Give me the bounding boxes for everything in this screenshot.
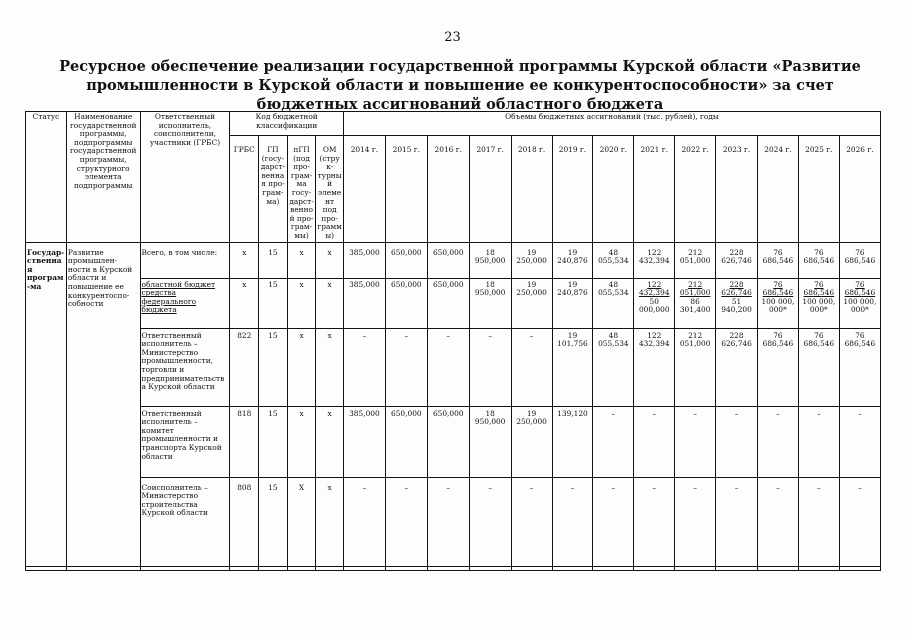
value-primary: 19 240,876 xyxy=(557,279,588,298)
header-row-1 xyxy=(26,112,881,136)
value-cell xyxy=(634,278,675,328)
value-cell: 76 686,546 xyxy=(758,328,799,406)
value-federal: 100 000, 000* xyxy=(761,296,795,315)
value-cell: – xyxy=(552,477,593,570)
value-primary: 76 686,546 xyxy=(803,279,835,298)
executor-cell: Соисполнитель – Министерство строительства Курской области xyxy=(140,477,230,570)
code-cell: х xyxy=(230,278,259,328)
value-cell: 385,000 xyxy=(343,242,385,278)
code-cell: х xyxy=(316,477,344,570)
code-cell: х xyxy=(316,242,344,278)
page-number: 23 xyxy=(444,30,461,45)
value-cell: 212 051,000 xyxy=(675,242,716,278)
table-row xyxy=(26,328,881,406)
header-year: 2017 г. xyxy=(469,136,511,243)
value-cell: 650,000 xyxy=(427,242,469,278)
value-cell: 76 686,546 xyxy=(839,242,880,278)
code-cell: Х xyxy=(287,477,316,570)
header-year: 2022 г. xyxy=(675,136,716,243)
header-name: Наименование государственной программы, подпрограммы государственной программы, структурного элемента подпрограммы xyxy=(66,112,140,243)
code-cell: 15 xyxy=(259,328,288,406)
code-cell: х xyxy=(316,406,344,477)
value-primary: 18 950,000 xyxy=(474,279,506,298)
value-cell: – xyxy=(634,477,675,570)
value-cell: 19 250,000 xyxy=(511,242,552,278)
header-year: 2018 г. xyxy=(511,136,552,243)
value-primary: 212 051,000 xyxy=(679,279,711,298)
value-cell: 650,000 xyxy=(385,406,427,477)
value-cell xyxy=(552,278,593,328)
header-year: 2014 г. xyxy=(343,136,385,243)
value-cell: – xyxy=(839,406,880,477)
value-cell: 76 686,546 xyxy=(839,328,880,406)
value-cell: 76 686,546 xyxy=(798,242,839,278)
value-cell: – xyxy=(511,477,552,570)
header-executor: Ответственный исполнитель, соисполнители, участники (ГРБС) xyxy=(140,112,230,243)
code-cell: х xyxy=(316,328,344,406)
value-cell: 76 686,546 xyxy=(798,328,839,406)
value-federal: 100 000, 000* xyxy=(802,296,836,315)
value-cell: – xyxy=(427,328,469,406)
budget-table xyxy=(25,111,881,571)
value-federal: 86 301,400 xyxy=(679,296,711,315)
value-cell xyxy=(716,278,758,328)
value-cell: – xyxy=(798,477,839,570)
value-cell xyxy=(469,278,511,328)
value-cell: – xyxy=(716,477,758,570)
value-primary: 650,000 xyxy=(432,279,464,289)
code-cell: 15 xyxy=(259,406,288,477)
executor-cell xyxy=(140,278,230,328)
value-cell xyxy=(511,278,552,328)
value-cell xyxy=(427,278,469,328)
value-primary: 76 686,546 xyxy=(762,279,794,298)
value-cell: – xyxy=(511,328,552,406)
value-federal: 51 940,200 xyxy=(721,296,752,315)
header-code-pgp: пГП (под про-грам-ма госу-дарст-венной про-грам-мы) xyxy=(287,136,316,243)
value-cell: – xyxy=(675,406,716,477)
header-year: 2020 г. xyxy=(593,136,634,243)
header-code-gp: ГП (госу-дарст-венная про-грам-ма) xyxy=(259,136,288,243)
value-cell xyxy=(385,278,427,328)
code-cell: х xyxy=(287,406,316,477)
value-cell: – xyxy=(634,406,675,477)
value-primary: 19 250,000 xyxy=(516,279,547,298)
value-cell: 228 626,746 xyxy=(716,328,758,406)
value-cell xyxy=(675,278,716,328)
code-cell: 818 xyxy=(230,406,259,477)
code-cell: 808 xyxy=(230,477,259,570)
value-cell: 650,000 xyxy=(385,242,427,278)
value-cell: – xyxy=(593,477,634,570)
value-cell xyxy=(839,278,880,328)
value-cell: – xyxy=(385,328,427,406)
value-cell: 18 950,000 xyxy=(469,406,511,477)
value-cell: 19 240,876 xyxy=(552,242,593,278)
header-status: Статус xyxy=(26,112,67,243)
code-cell: 15 xyxy=(259,477,288,570)
value-cell xyxy=(758,278,799,328)
value-primary: 385,000 xyxy=(349,279,380,289)
value-cell: 228 626,746 xyxy=(716,242,758,278)
value-cell: – xyxy=(758,477,799,570)
value-federal: 100 000, 000* xyxy=(843,296,877,315)
code-cell: х xyxy=(316,278,344,328)
code-cell: х xyxy=(230,242,259,278)
status-cell: Государ-ственная програм-ма xyxy=(26,242,67,570)
value-primary: 650,000 xyxy=(391,279,422,289)
code-cell: х xyxy=(287,328,316,406)
value-cell: – xyxy=(385,477,427,570)
header-year: 2025 г. xyxy=(798,136,839,243)
header-year: 2016 г. xyxy=(427,136,469,243)
table-row xyxy=(26,406,881,477)
value-cell: 18 950,000 xyxy=(469,242,511,278)
value-cell xyxy=(798,278,839,328)
document-title: Ресурсное обеспечение реализации государственной программы Курской области «Развитие промышленности в Курской области и повышение ее конкурентоспособности» за счет бюджетных ассигнований областного бюджета xyxy=(59,58,861,113)
table-row xyxy=(26,278,881,328)
value-cell: 76 686,546 xyxy=(758,242,799,278)
table-row xyxy=(26,242,881,278)
header-year: 2019 г. xyxy=(552,136,593,243)
value-cell: – xyxy=(716,406,758,477)
executor-cell: Ответственный исполнитель – комитет промышленности и транспорта Курской области xyxy=(140,406,230,477)
value-cell: – xyxy=(798,406,839,477)
value-cell: 385,000 xyxy=(343,406,385,477)
value-cell: – xyxy=(839,477,880,570)
value-primary: 228 626,746 xyxy=(721,279,752,298)
value-cell: 122 432,394 xyxy=(634,242,675,278)
value-cell: – xyxy=(593,406,634,477)
value-cell: 19 101,756 xyxy=(552,328,593,406)
header-year: 2023 г. xyxy=(716,136,758,243)
value-federal: 50 000,000 xyxy=(638,296,670,315)
value-primary: 48 055,534 xyxy=(598,279,629,298)
code-cell: х xyxy=(287,278,316,328)
value-cell: – xyxy=(427,477,469,570)
value-cell: 650,000 xyxy=(427,406,469,477)
header-code-grbs: ГРБС xyxy=(230,136,259,243)
header-year: 2026 г. xyxy=(839,136,880,243)
value-cell: 19 250,000 xyxy=(511,406,552,477)
value-cell: – xyxy=(469,328,511,406)
value-cell: 212 051,000 xyxy=(675,328,716,406)
header-year: 2024 г. xyxy=(758,136,799,243)
executor-text: областной бюджет средства федерального бюджета xyxy=(141,279,216,315)
header-code-om: ОМ (струк-турный элемент под про-граммы) xyxy=(316,136,344,243)
value-cell: 122 432,394 xyxy=(634,328,675,406)
header-year: 2021 г. xyxy=(634,136,675,243)
header-budget-code: Код бюджетной классификации xyxy=(230,112,343,136)
header-year: 2015 г. xyxy=(385,136,427,243)
value-cell: 48 055,534 xyxy=(593,328,634,406)
value-primary: 76 686,546 xyxy=(844,279,876,298)
table-row xyxy=(26,477,881,570)
code-cell: 15 xyxy=(259,278,288,328)
value-cell: 139,120 xyxy=(552,406,593,477)
value-cell: – xyxy=(675,477,716,570)
value-cell: 48 055,534 xyxy=(593,242,634,278)
value-cell: – xyxy=(343,477,385,570)
code-cell: 15 xyxy=(259,242,288,278)
value-cell xyxy=(593,278,634,328)
value-cell xyxy=(343,278,385,328)
value-cell: – xyxy=(343,328,385,406)
code-cell: 822 xyxy=(230,328,259,406)
code-cell: х xyxy=(287,242,316,278)
value-cell: – xyxy=(758,406,799,477)
header-volumes: Объемы бюджетных ассигнований (тыс. рублей), годы xyxy=(343,112,880,136)
executor-cell: Ответственный исполнитель – Министерство промышленности, торговли и предпринимательства Курской области xyxy=(140,328,230,406)
executor-cell: Всего, в том числе: xyxy=(140,242,230,278)
value-primary: 122 432,394 xyxy=(638,279,670,298)
program-name-cell: Развитие промышлен-ности в Курской области и повышение ее конкурентоспо-собности xyxy=(66,242,140,570)
value-cell: – xyxy=(469,477,511,570)
